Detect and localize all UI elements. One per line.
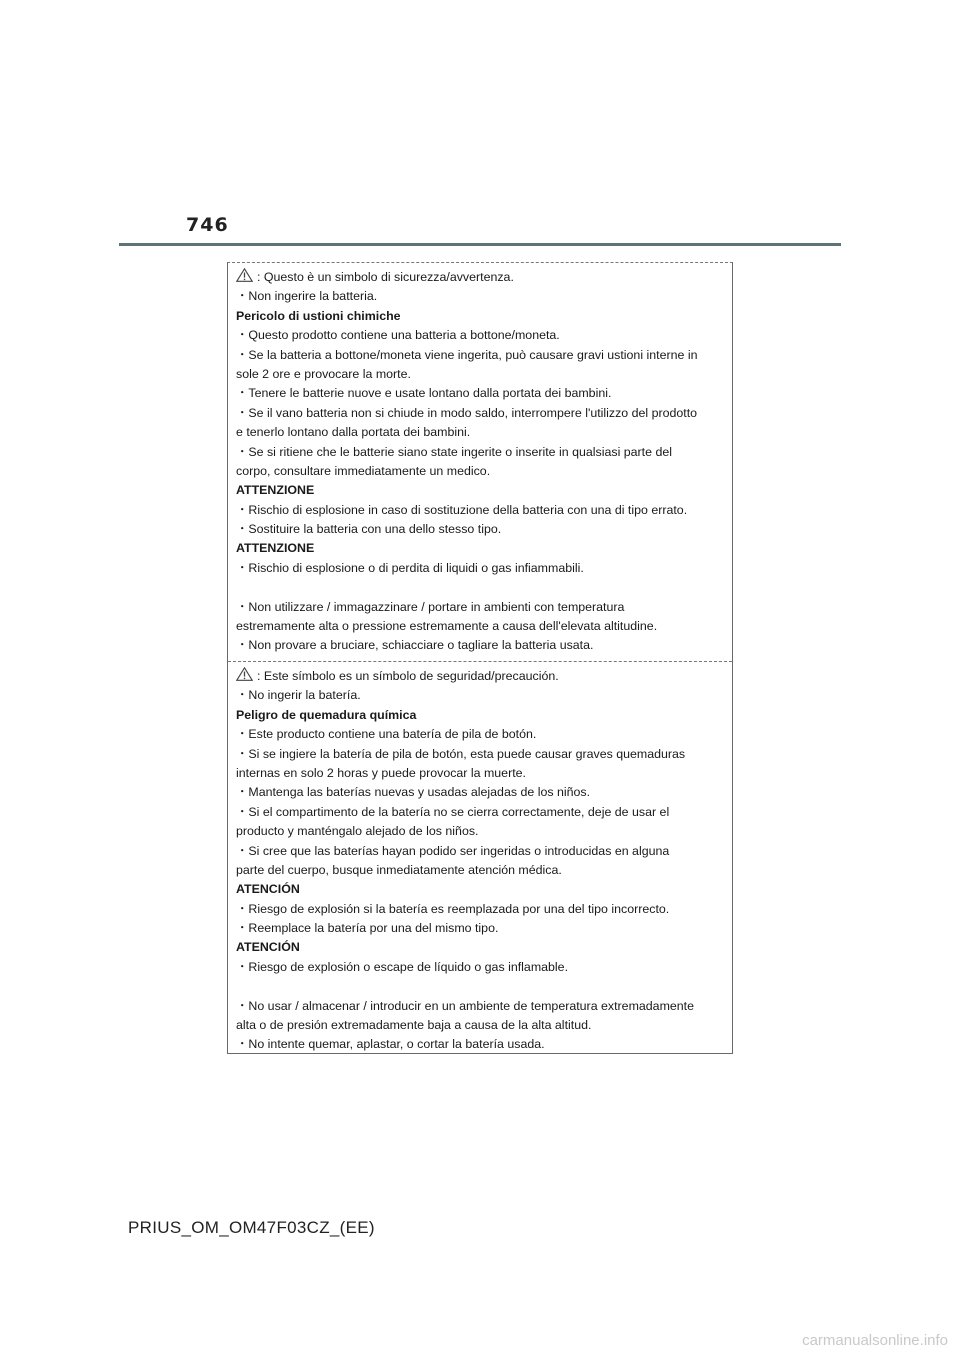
text-line: ・Mantenga las baterías nuevas y usadas alejadas de los niños. [236,785,591,800]
text-line: ・Tenere le batterie nuove e usate lontano dalla portata dei bambini. [236,386,612,401]
text-line: sole 2 ore e provocare la morte. [236,366,411,381]
text-line: ・Este producto contiene una batería de pila de botón. [236,727,537,742]
symbol-note-text: : Este símbolo es un símbolo de seguridad/precaución. [257,669,559,683]
document-code-footer: PRIUS_OM_OM47F03CZ_(EE) [128,1218,375,1237]
italian-section [236,268,726,656]
text-line: ・No usar / almacenar / introducir en un ambiente de temperatura extremadamente [236,998,694,1013]
text-line: ・Sostituire la batteria con una dello stesso tipo. [236,522,502,537]
text-line: ・Se il vano batteria non si chiude in modo saldo, interrompere l'utilizzo del prodotto [236,405,698,420]
text-line: ・Reemplace la batería por una del mismo tipo. [236,921,499,936]
text-line: parte del cuerpo, busque inmediatamente atención médica. [236,862,562,877]
symbol-note-line [236,667,726,686]
text-line: estremamente alta o pressione estremamente a causa dell'elevata altitudine. [236,619,658,634]
text-line: ・Si cree que las baterías hayan podido ser ingeridas o introducidas en alguna [236,843,670,858]
text-line: ・Rischio di esplosione o di perdita di liquidi o gas infiammabili. [236,560,584,575]
text-line: ・Si el compartimento de la batería no se cierra correctamente, deje de usar el [236,804,670,819]
text-line: ・No ingerir la batería. [236,688,361,703]
symbol-note-text: : Questo è un simbolo di sicurezza/avvertenza. [257,270,514,284]
heading-attention: ATENCIÓN [236,940,300,955]
warning-triangle-icon [236,268,253,282]
heading-attention: ATTENZIONE [236,541,315,556]
heading-chemical-burn: Peligro de quemadura química [236,707,417,722]
watermark: carmanualsonline.info [802,1332,948,1349]
section-divider [228,661,732,662]
text-line: alta o de presión extremadamente baja a causa de la alta altitud. [236,1018,592,1033]
spanish-section [236,667,726,1055]
text-line: ・No intente quemar, aplastar, o cortar la batería usada. [236,1037,545,1052]
text-line: ・Non utilizzare / immagazzinare / portare in ambienti con temperatura [236,599,625,614]
text-line: ・Riesgo de explosión o escape de líquido o gas inflamable. [236,959,569,974]
text-line: ・Riesgo de explosión si la batería es reemplazada por una del tipo incorrecto. [236,901,670,916]
text-line: ・Non ingerire la batteria. [236,289,378,304]
battery-warning-box [227,262,733,1054]
text-line: ・Se la batteria a bottone/moneta viene ingerita, può causare gravi ustioni interne in [236,347,698,362]
blank-line [236,578,726,597]
text-line: ・Questo prodotto contiene una batteria a bottone/moneta. [236,328,560,343]
page-number: 746 [186,214,229,236]
text-line: corpo, consultare immediatamente un medico. [236,463,491,478]
text-line: producto y manténgalo alejado de los niños. [236,824,479,839]
header-rule [119,243,841,246]
heading-attention: ATTENZIONE [236,483,315,498]
warning-triangle-icon [236,667,253,681]
text-line: ・Se si ritiene che le batterie siano state ingerite o inserite in qualsiasi parte del [236,444,672,459]
text-line: ・Si se ingiere la batería de pila de botón, esta puede causar graves quemaduras [236,746,686,761]
text-line: internas en solo 2 horas y puede provocar la muerte. [236,765,526,780]
symbol-note-line [236,268,726,287]
text-line: ・Rischio di esplosione in caso di sostituzione della batteria con una di tipo errato. [236,502,688,517]
text-line: ・Non provare a bruciare, schiacciare o tagliare la batteria usata. [236,638,594,653]
text-line: e tenerlo lontano dalla portata dei bambini. [236,425,471,440]
heading-attention: ATENCIÓN [236,882,300,897]
blank-line [236,977,726,996]
heading-chemical-burn: Pericolo di ustioni chimiche [236,308,401,323]
